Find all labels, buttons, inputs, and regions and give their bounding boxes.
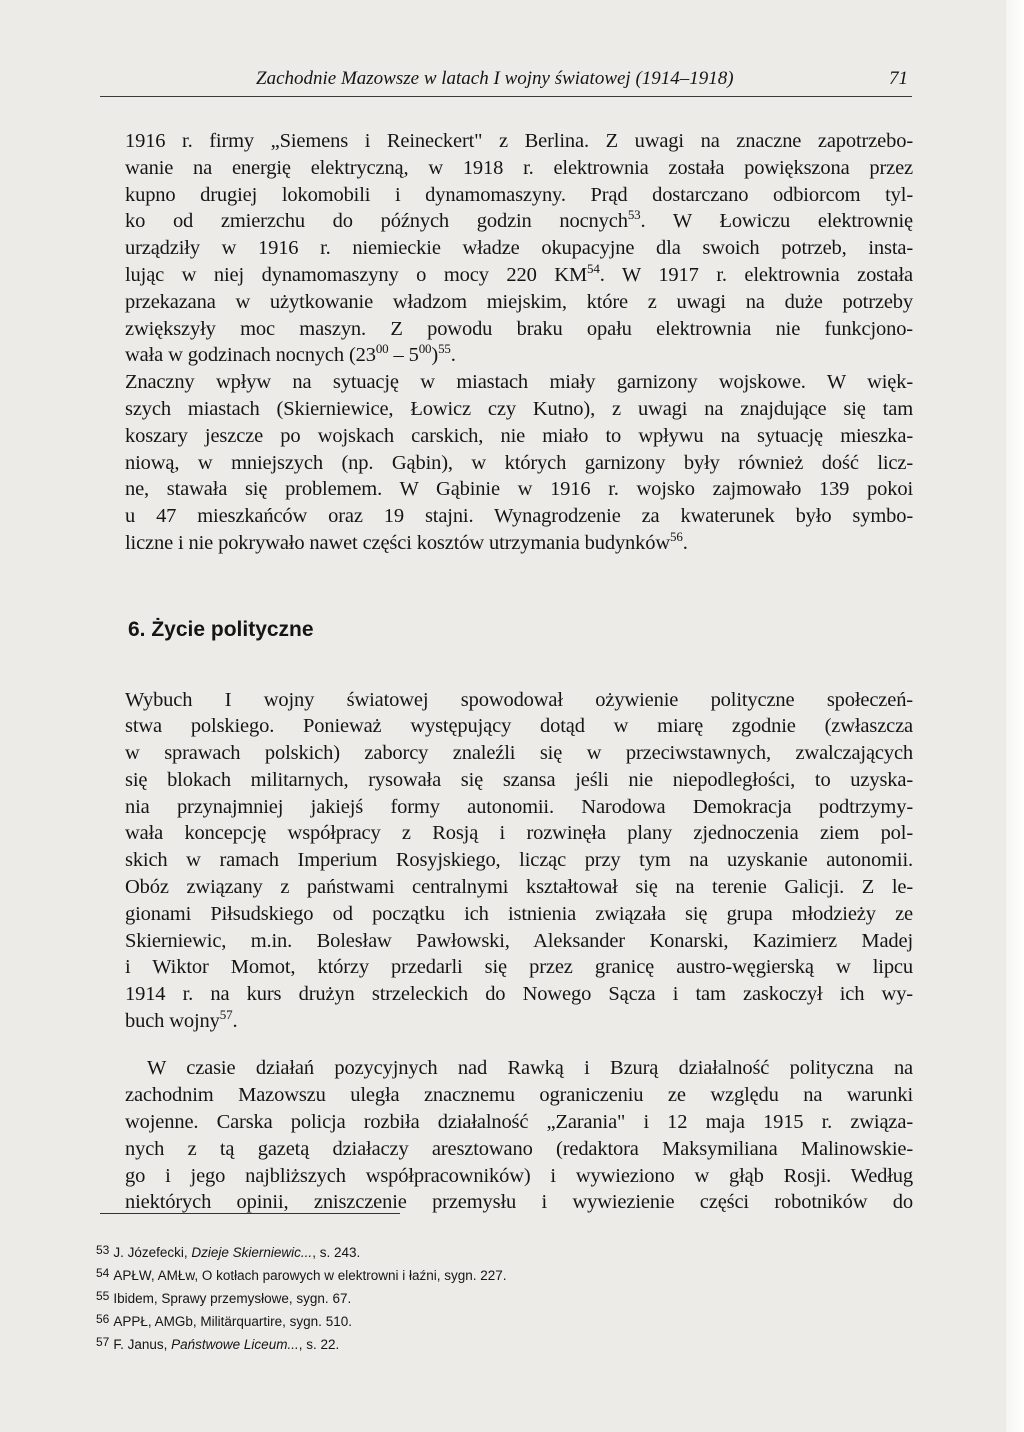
running-title: Zachodnie Mazowsze w latach I wojny światowej (1914–1918) — [256, 68, 734, 89]
footnote-57 — [96, 1332, 796, 1355]
text-fragment: . — [682, 531, 688, 554]
page-edge — [1006, 0, 1024, 1432]
text-line: skich w ramach Imperium Rosyjskiego, licząc przy tym na uzyskanie autonomii. — [125, 849, 913, 872]
text-line: 1914 r. na kurs drużyn strzeleckich do Nowego Sącza i tam zaskoczył ich wy- — [125, 983, 913, 1006]
footnote-ref-53[interactable]: 53 — [627, 207, 641, 223]
text-line — [125, 1008, 913, 1035]
text-fragment: . — [232, 1010, 238, 1033]
footnote-text: F. Janus, — [113, 1337, 172, 1352]
text-line: go i jego najbliższych współpracowników) i wywieziono w głąb Rosji. Według — [125, 1164, 913, 1187]
section-heading: 6. Życie polityczne — [128, 618, 314, 641]
text-line: i Wiktor Momot, którzy przedarli się przez granicę austro-węgierską w lipcu — [125, 956, 913, 979]
text-fragment: – 5 — [388, 344, 419, 367]
text-line: niektórych opinii, zniszczenie przemysłu i wywiezienie części robotników do — [125, 1191, 913, 1214]
running-header — [100, 66, 912, 97]
footnote-ref-54[interactable]: 54 — [587, 260, 600, 276]
paragraph-garrisons — [125, 369, 913, 557]
footnote-ref-56[interactable]: 56 — [670, 528, 683, 544]
footnote-number: 56 — [96, 1312, 110, 1326]
footnote-53 — [96, 1240, 796, 1263]
body-text-bottom — [125, 666, 913, 1237]
footnote-text: J. Józefecki, — [113, 1245, 192, 1260]
text-line: nia przynajmniej jakiejś formy autonomii. Narodowa Demokracja podtrzymy- — [125, 795, 913, 818]
footnote-ref-55[interactable]: 55 — [438, 341, 451, 357]
text-line: Skierniewic, m.in. Bolesław Pawłowski, Aleksander Konarski, Kazimierz Madej — [125, 929, 913, 952]
text-fragment: lując w niej dynamomaszyny o mocy 220 KM — [125, 263, 588, 286]
text-line: zwiększyły moc maszyn. Z powodu braku opału elektrownia nie funkcjono- — [125, 317, 913, 340]
text-line: się blokach militarnych, rysowała się szansa jeśli nie niepodległości, to uzyska- — [125, 768, 913, 791]
text-fragment: buch wojny — [125, 1010, 220, 1033]
text-line: kupno drugiej lokomobili i dynamomaszyny. Prąd dostarczano odbiorcom tyl- — [125, 183, 913, 206]
text-line: Obóz związany z państwami centralnymi kształtował się na terenie Galicji. Z le- — [125, 876, 913, 899]
footnote-56 — [96, 1309, 796, 1332]
text-fragment: . W 1917 r. elektrownia została — [599, 263, 913, 286]
superscript-time: 00 — [418, 341, 432, 357]
footnote-title: Dzieje Skierniewic... — [191, 1245, 313, 1260]
footnote-number: 57 — [96, 1335, 110, 1349]
footnote-title: Państwowe Liceum... — [171, 1337, 299, 1352]
text-line: W czasie działań pozycyjnych nad Rawką i Bzurą działalność polityczna na — [147, 1057, 913, 1080]
text-line — [125, 530, 913, 557]
text-line: zachodnim Mazowszu uległa znacznemu ograniczeniu ze względu na warunki — [125, 1084, 913, 1107]
text-line: Znaczny wpływ na sytuację w miastach miały garnizony wojskowe. W więk- — [125, 371, 913, 394]
superscript-time: 00 — [375, 341, 389, 357]
text-line: stwa polskiego. Ponieważ występujący dotąd w miarę zgodnie (zwłaszcza — [125, 715, 913, 738]
text-fragment: ko od zmierzchu do późnych godzin nocnych — [125, 210, 628, 233]
footnote-text: , s. 243. — [312, 1245, 361, 1260]
footnote-ref-57[interactable]: 57 — [219, 1007, 233, 1023]
text-line: urządziły w 1916 r. niemieckie władze okupacyjne dla swoich potrzeb, insta- — [125, 237, 913, 260]
text-line: gionami Piłsudskiego od początku ich istnienia związała się grupa młodzieży ze — [125, 902, 913, 925]
text-line — [125, 262, 913, 289]
text-line: koszary jeszcze po wojskach carskich, nie miało to wpływu na sytuację mieszka- — [125, 424, 913, 447]
paragraph-electricity — [125, 128, 913, 369]
text-fragment: liczne i nie pokrywało nawet części kosztów utrzymania budynków — [125, 531, 671, 554]
text-line: niową, w mniejszych (np. Gąbin), w których garnizony były również dość licz- — [125, 451, 913, 474]
page-number: 71 — [889, 68, 908, 89]
paragraph-political-life — [125, 687, 913, 1035]
footnote-55 — [96, 1286, 796, 1309]
footnote-number: 53 — [96, 1243, 110, 1257]
text-line: wojenne. Carska policja rozbiła działalność „Zarania" i 12 maja 1915 r. związa- — [125, 1110, 913, 1133]
footnote-number: 54 — [96, 1266, 110, 1280]
footnote-separator — [100, 1213, 400, 1214]
footnote-text: Ibidem, Sprawy przemysłowe, sygn. 67. — [113, 1291, 352, 1306]
text-fragment: ) — [431, 344, 439, 367]
text-line: szych miastach (Skierniewice, Łowicz czy Kutno), z uwagi na znajdujące się tam — [125, 397, 913, 420]
footnote-54 — [96, 1263, 796, 1286]
text-fragment: . — [450, 344, 456, 367]
body-text-top — [125, 128, 913, 557]
footnotes — [96, 1240, 796, 1355]
text-line: u 47 mieszkańców oraz 19 stajni. Wynagrodzenie za kwaterunek było symbo- — [125, 505, 913, 528]
text-line: przekazana w użytkowanie władzom miejskim, które z uwagi na duże potrzeby — [125, 290, 913, 313]
text-line: Wybuch I wojny światowej spowodował ożywienie polityczne społeczeń- — [125, 688, 913, 711]
text-line: 1916 r. firmy „Siemens i Reineckert" z Berlina. Z uwagi na znaczne zapotrzebo- — [125, 130, 913, 152]
text-fragment: wała w godzinach nocnych (23 — [125, 344, 376, 367]
footnote-text: APŁW, AMŁw, O kotłach parowych w elektrowni i łaźni, sygn. 227. — [113, 1268, 507, 1283]
text-line — [125, 342, 913, 369]
text-line: wanie na energię elektryczną, w 1918 r. elektrownia została powiększona przez — [125, 156, 913, 179]
text-line: ne, stawała się problemem. W Gąbinie w 1916 r. wojsko zajmowało 139 pokoi — [125, 478, 913, 501]
text-line — [125, 208, 913, 235]
footnote-text: , s. 22. — [298, 1337, 340, 1352]
footnote-number: 55 — [96, 1289, 110, 1303]
text-line: wała koncepcję współpracy z Rosją i rozwinęła plany zjednoczenia ziem pol- — [125, 822, 913, 845]
footnote-text: APPŁ, AMGb, Militärquartire, sygn. 510. — [113, 1314, 352, 1329]
paragraph-front-activity — [125, 1055, 913, 1216]
text-line: w sprawach polskich) zaborcy znaleźli się w przeciwstawnych, zwalczających — [125, 742, 913, 765]
text-line: nych z tą gazetą działaczy aresztowano (redaktora Maksymiliana Malinowskie- — [125, 1137, 913, 1160]
text-fragment: . W Łowiczu elektrownię — [640, 210, 913, 233]
